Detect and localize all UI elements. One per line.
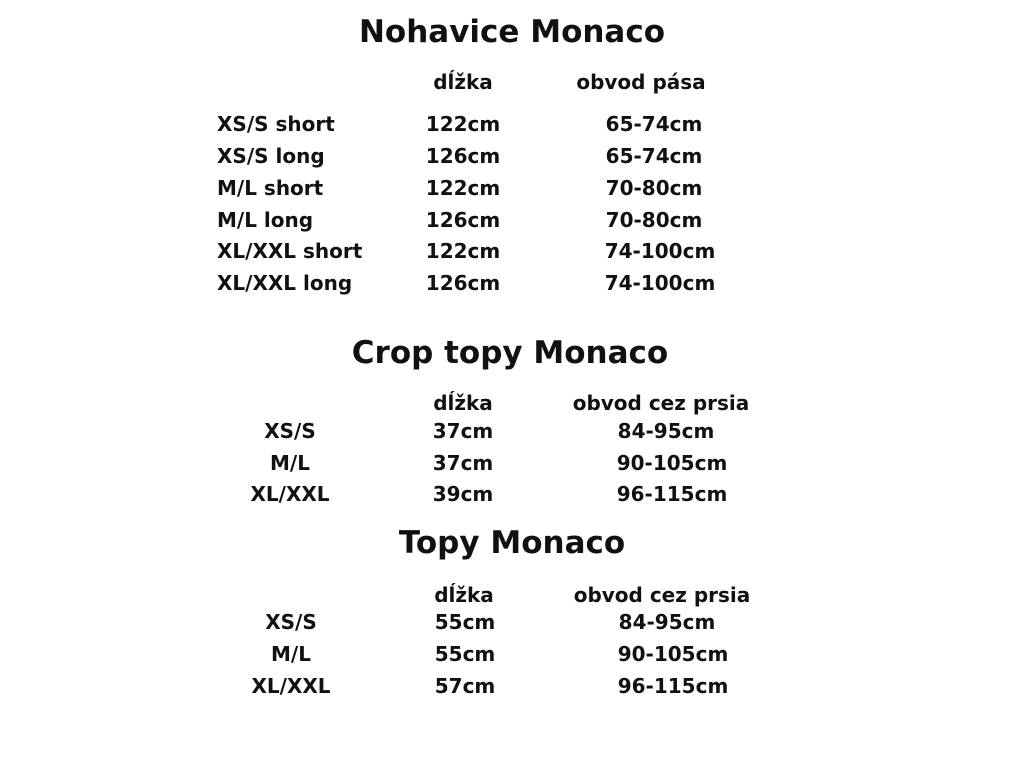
- girth-value: 70-80cm: [605, 208, 703, 232]
- size-label: XL/XXL: [251, 674, 331, 698]
- section-title: Crop topy Monaco: [351, 335, 669, 371]
- section-title: Topy Monaco: [398, 525, 626, 561]
- header-girth: obvod pása: [576, 70, 706, 94]
- header-length: dĺžka: [433, 70, 493, 94]
- length-value: 55cm: [434, 610, 496, 634]
- length-value: 55cm: [434, 642, 496, 666]
- header-length: dĺžka: [434, 583, 494, 607]
- size-label: XL/XXL short: [217, 239, 363, 263]
- header-girth: obvod cez prsia: [573, 583, 751, 607]
- header-girth: obvod cez prsia: [572, 391, 750, 415]
- length-value: 37cm: [432, 419, 494, 443]
- length-value: 122cm: [425, 176, 501, 200]
- size-label: M/L short: [217, 176, 324, 200]
- size-label: M/L: [270, 451, 310, 475]
- girth-value: 65-74cm: [605, 144, 703, 168]
- girth-value: 65-74cm: [605, 112, 703, 136]
- girth-value: 96-115cm: [617, 674, 729, 698]
- girth-value: 84-95cm: [617, 419, 715, 443]
- size-label: XS/S long: [217, 144, 325, 168]
- girth-value: 84-95cm: [618, 610, 716, 634]
- girth-value: 74-100cm: [604, 271, 716, 295]
- length-value: 126cm: [425, 208, 501, 232]
- girth-value: 90-105cm: [616, 451, 728, 475]
- length-value: 39cm: [432, 482, 494, 506]
- size-label: XS/S: [265, 610, 317, 634]
- size-label: XL/XXL long: [217, 271, 353, 295]
- header-length: dĺžka: [433, 391, 493, 415]
- girth-value: 96-115cm: [616, 482, 728, 506]
- size-label: XS/S short: [217, 112, 335, 136]
- length-value: 126cm: [425, 144, 501, 168]
- length-value: 126cm: [425, 271, 501, 295]
- girth-value: 70-80cm: [605, 176, 703, 200]
- girth-value: 90-105cm: [617, 642, 729, 666]
- length-value: 57cm: [434, 674, 496, 698]
- size-label: XL/XXL: [250, 482, 330, 506]
- girth-value: 74-100cm: [604, 239, 716, 263]
- size-label: M/L: [271, 642, 311, 666]
- section-title: Nohavice Monaco: [358, 14, 666, 50]
- length-value: 37cm: [432, 451, 494, 475]
- length-value: 122cm: [425, 112, 501, 136]
- length-value: 122cm: [425, 239, 501, 263]
- size-label: XS/S: [264, 419, 316, 443]
- size-label: M/L long: [217, 208, 314, 232]
